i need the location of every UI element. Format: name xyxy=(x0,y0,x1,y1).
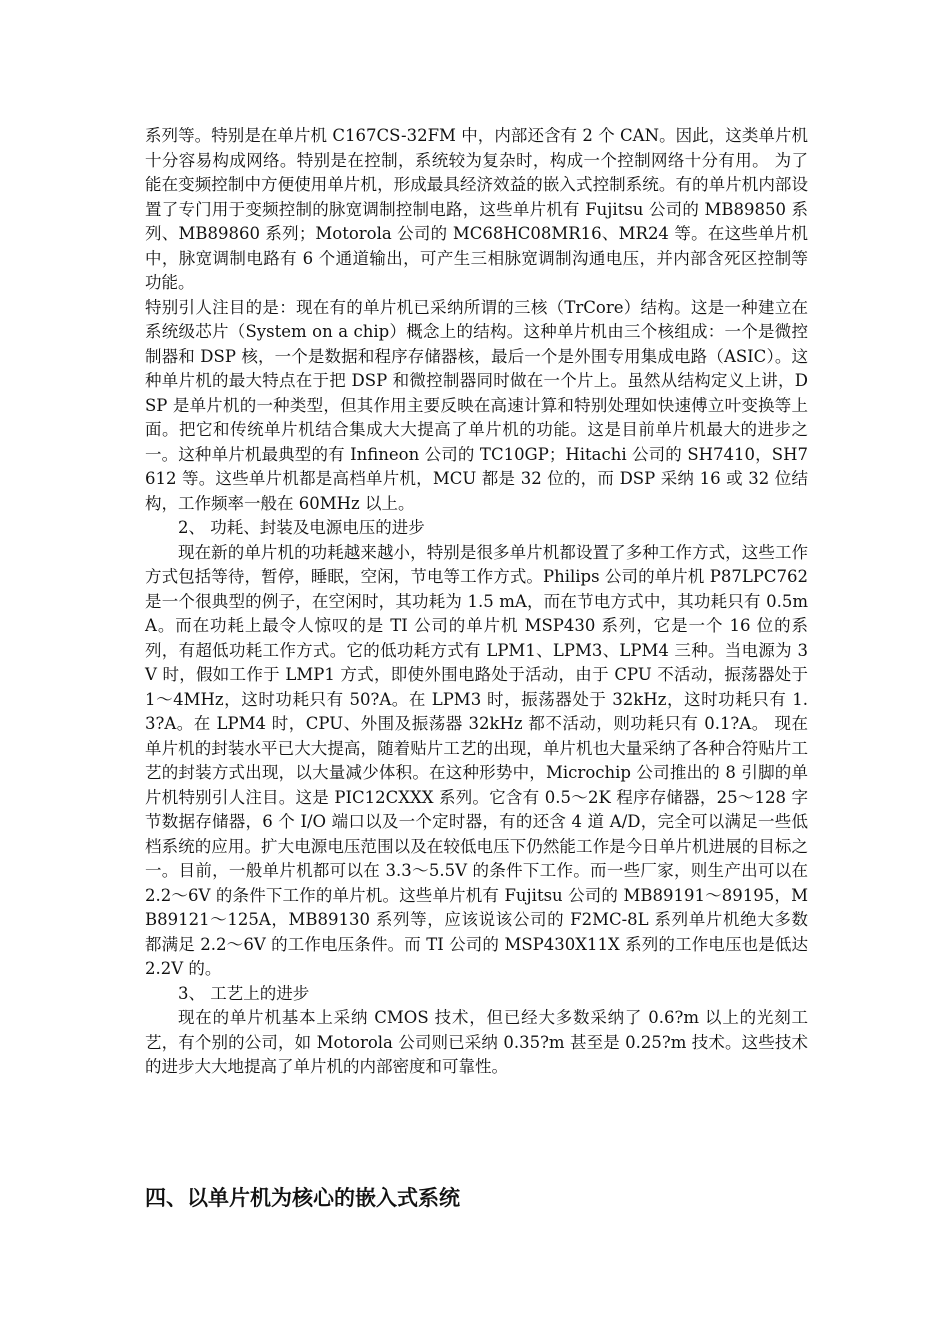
paragraph-process: 现在的单片机基本上采纳 CMOS 技术，但已经大多数采纳了 0.6?m 以上的光刻工艺，有个别的公司，如 Motorola 公司则已采纳 0.35?m 甚至是 0.25?m 技术。这些技术的进步大大地提高了单片机的内部密度和可靠性。 xyxy=(145,1008,808,1076)
paragraph-power-package: 现在新的单片机的功耗越来越小，特别是很多单片机都设置了多种工作方式，这些工作方式包括等待，暂停，睡眠，空闲，节电等工作方式。Philips 公司的单片机 P87LPC762 是一个很典型的例子，在空闲时，其功耗为 1.5 mA，而在节电方式中，其功耗只有 0.5mA。而在功耗上最令人惊叹的是 TI 公司的单片机 MSP430 系列，它是一个 16 位的系列，有超低功耗工作方式。它的低功耗方式有 LPM1、LPM3、LPM4 三种。当电源为 3V 时，假如工作于 LMP1 方式，即使外围电路处于活动，由于 CPU 不活动，振荡器处于 1～4MHz，这时功耗只有 50?A。在 LPM3 时，振荡器处于 32kHz，这时功耗只有 1.3?A。在 LPM4 时，CPU、外围及振荡器 32kHz 都不活动，则功耗只有 0.1?A。 现在单片机的封装水平已大大提高，随着贴片工艺的出现，单片机也大量采纳了各种合符贴片工艺的封装方式出现，以大量减少体积。在这种形势中，Microchip 公司推出的 8 引脚的单片机特别引人注目。这是 PIC12CXXX 系列。它含有 0.5～2K 程序存储器，25～128 字节数据存储器，6 个 I/O 端口以及一个定时器，有的还含 4 道 A/D，完全可以满足一些低档系统的应用。扩大电源电压范围以及在较低电压下仍然能工作是今日单片机进展的目标之一。目前，一般单片机都可以在 3.3～5.5V 的条件下工作。而一些厂家，则生产出可以在 2.2～6V 的条件下工作的单片机。这些单片机有 Fujitsu 公司的 MB89191～89195，MB89121～125A，MB89130 系列等，应该说该公司的 F2MC-8L 系列单片机绝大多数都满足 2.2～6V 的工作电压条件。而 TI 公司的 MSP430X11X 系列的工作电压也是低达 2.2V 的。 xyxy=(145,542,808,978)
section-heading: 四、以单片机为核心的嵌入式系统 xyxy=(145,1186,460,1210)
body-text xyxy=(145,124,808,1080)
subheading-power-package: 2、 功耗、封装及电源电压的进步 xyxy=(178,518,425,537)
subheading-process: 3、 工艺上的进步 xyxy=(178,983,310,1003)
paragraph-trcore: 特别引人注目的是：现在有的单片机已采纳所谓的三核（TrCore）结构。这是一种建立在系统级芯片（System on a chip）概念上的结构。这种单片机由三个核组成：一个是微控制器和 DSP 核，一个是数据和程序存储器核，最后一个是外围专用集成电路（ASIC）。这种单片机的最大特点在于把 DSP 和微控制器同时做在一个片上。虽然从结构定义上讲，DSP 是单片机的一种类型，但其作用主要反映在高速计算和特别处理如快速傅立叶变换等上面。把它和传统单片机结合集成大大提高了单片机的功能。这是目前单片机最大的进步之一。这种单片机最典型的有 Infineon 公司的 TC10GP；Hitachi 公司的 SH7410，SH7612 等。这些单片机都是高档单片机，MCU 都是 32 位的，而 DSP 采纳 16 或 32 位结构，工作频率一般在 60MHz 以上。 xyxy=(145,297,808,513)
paragraph-can-network: 系列等。特别是在单片机 C167CS-32FM 中，内部还含有 2 个 CAN。因此，这类单片机十分容易构成网络。特别是在控制，系统较为复杂时，构成一个控制网络十分有用。 为了能在变频控制中方便使用单片机，形成最具经济效益的嵌入式控制系统。有的单片机内部设置了专门用于变频控制的脉宽调制控制电路，这些单片机有 Fujitsu 公司的 MB89850 系列、MB89860 系列；Motorola 公司的 MC68HC08MR16、MR24 等。在这些单片机中，脉宽调制电路有 6 个通道输出，可产生三相脉宽调制沟通电压，并内部含死区控制等功能。 xyxy=(145,126,808,292)
